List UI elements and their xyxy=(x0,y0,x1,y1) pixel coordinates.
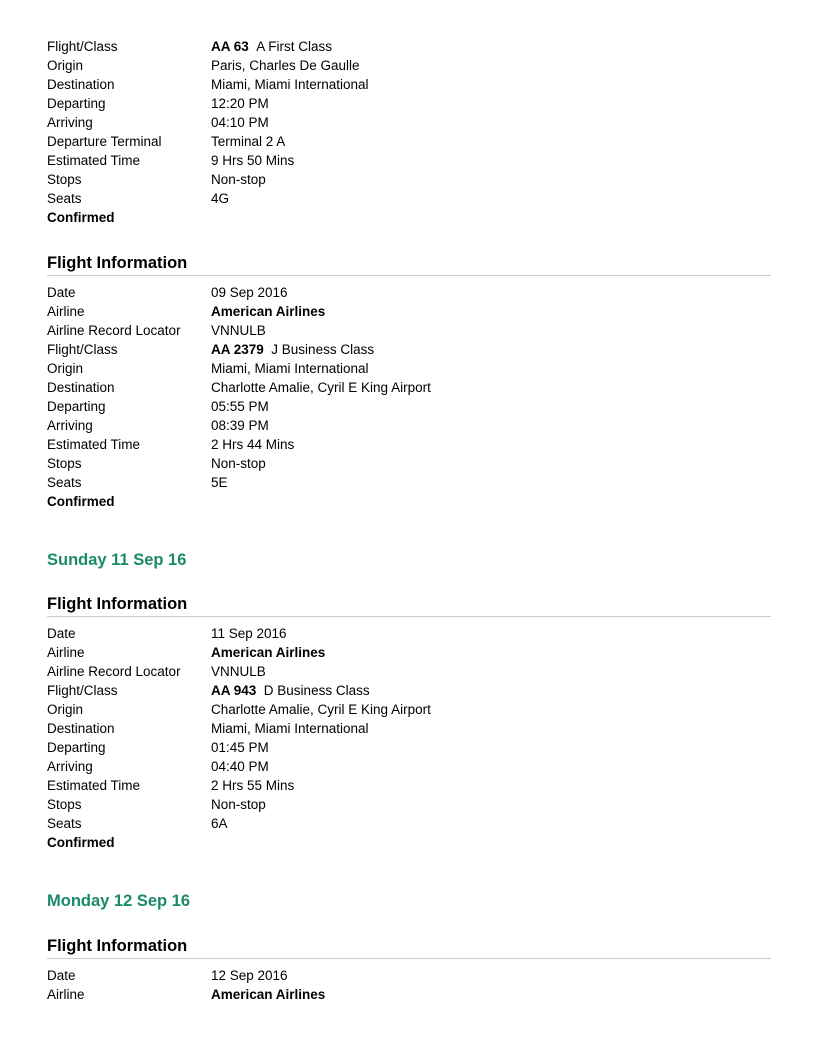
row-label: Flight/Class xyxy=(47,39,118,54)
row-value: Non-stop xyxy=(211,797,266,812)
day-heading: Monday 12 Sep 16 xyxy=(47,892,191,910)
flight-code: AA 63 xyxy=(211,39,249,54)
row-value xyxy=(211,340,771,359)
flight-segment-1 xyxy=(47,37,771,227)
record-locator-row xyxy=(47,321,771,340)
booking-status: Confirmed xyxy=(47,835,115,850)
row-label: Estimated Time xyxy=(47,437,141,452)
destination-row xyxy=(47,378,771,397)
flight-class-row xyxy=(47,37,771,56)
row-label: Departing xyxy=(47,399,106,414)
airline-row xyxy=(47,302,771,321)
row-value: 6A xyxy=(211,816,228,831)
record-locator-row xyxy=(47,662,771,681)
row-value: American Airlines xyxy=(211,987,326,1002)
departing-row xyxy=(47,94,771,113)
row-value: Non-stop xyxy=(211,456,266,471)
row-value: Charlotte Amalie, Cyril E King Airport xyxy=(211,380,431,395)
row-label: Airline Record Locator xyxy=(47,664,181,679)
row-label: Flight/Class xyxy=(47,342,118,357)
arriving-row xyxy=(47,757,771,776)
row-label: Airline Record Locator xyxy=(47,323,181,338)
flight-code: AA 2379 xyxy=(211,342,264,357)
row-value: 5E xyxy=(211,475,228,490)
origin-row xyxy=(47,359,771,378)
row-label: Departing xyxy=(47,740,106,755)
row-value: 04:10 PM xyxy=(211,115,269,130)
flight-code: AA 943 xyxy=(211,683,257,698)
row-value: 2 Hrs 44 Mins xyxy=(211,437,295,452)
row-label: Airline xyxy=(47,304,85,319)
row-value: Non-stop xyxy=(211,172,266,187)
row-value: Terminal 2 A xyxy=(211,134,286,149)
row-value: 08:39 PM xyxy=(211,418,269,433)
row-value: 11 Sep 2016 xyxy=(211,626,287,641)
seats-row xyxy=(47,814,771,833)
row-label: Date xyxy=(47,968,76,983)
row-label: Stops xyxy=(47,172,82,187)
seats-row xyxy=(47,189,771,208)
row-label: Destination xyxy=(47,721,115,736)
row-value: American Airlines xyxy=(211,304,326,319)
row-value: Miami, Miami International xyxy=(211,77,369,92)
section-title: Flight Information xyxy=(47,594,771,617)
section-title: Flight Information xyxy=(47,253,771,276)
row-label: Flight/Class xyxy=(47,683,118,698)
row-value: VNNULB xyxy=(211,323,266,338)
row-value: 4G xyxy=(211,191,230,206)
row-value: Paris, Charles De Gaulle xyxy=(211,58,360,73)
row-value: 04:40 PM xyxy=(211,759,269,774)
row-value xyxy=(211,37,771,56)
estimated-time-row xyxy=(47,151,771,170)
row-label: Stops xyxy=(47,456,82,471)
row-label: Origin xyxy=(47,361,84,376)
row-label: Date xyxy=(47,285,76,300)
date-row xyxy=(47,624,771,643)
flight-class: J Business Class xyxy=(271,342,375,357)
row-label: Destination xyxy=(47,380,115,395)
arriving-row xyxy=(47,416,771,435)
row-label: Seats xyxy=(47,191,82,206)
booking-status: Confirmed xyxy=(47,494,115,509)
origin-row xyxy=(47,56,771,75)
estimated-time-row xyxy=(47,435,771,454)
stops-row xyxy=(47,454,771,473)
row-value: American Airlines xyxy=(211,645,326,660)
row-label: Date xyxy=(47,626,76,641)
row-value: 12:20 PM xyxy=(211,96,269,111)
seats-row xyxy=(47,473,771,492)
row-label: Seats xyxy=(47,816,82,831)
row-value: 2 Hrs 55 Mins xyxy=(211,778,295,793)
row-value: 05:55 PM xyxy=(211,399,269,414)
row-label: Arriving xyxy=(47,759,93,774)
day-heading: Sunday 11 Sep 16 xyxy=(47,551,187,569)
departure-terminal-row xyxy=(47,132,771,151)
date-row xyxy=(47,283,771,302)
row-value: Charlotte Amalie, Cyril E King Airport xyxy=(211,702,431,717)
destination-row xyxy=(47,75,771,94)
flight-segment-4 xyxy=(47,936,771,1004)
flight-class-row xyxy=(47,340,771,359)
row-value: Miami, Miami International xyxy=(211,361,369,376)
departing-row xyxy=(47,738,771,757)
row-value: VNNULB xyxy=(211,664,266,679)
flight-class-row xyxy=(47,681,771,700)
flight-class: D Business Class xyxy=(263,683,370,698)
row-label: Estimated Time xyxy=(47,778,141,793)
section-title: Flight Information xyxy=(47,936,771,959)
row-value: 09 Sep 2016 xyxy=(211,285,288,300)
row-label: Airline xyxy=(47,645,85,660)
row-label: Arriving xyxy=(47,418,93,433)
row-value xyxy=(211,681,771,700)
departing-row xyxy=(47,397,771,416)
row-label: Destination xyxy=(47,77,115,92)
date-row xyxy=(47,966,771,985)
origin-row xyxy=(47,700,771,719)
row-label: Origin xyxy=(47,58,84,73)
airline-row xyxy=(47,643,771,662)
row-value: 9 Hrs 50 Mins xyxy=(211,153,295,168)
flight-segment-3 xyxy=(47,594,771,852)
row-value: Miami, Miami International xyxy=(211,721,369,736)
destination-row xyxy=(47,719,771,738)
stops-row xyxy=(47,795,771,814)
row-value: 01:45 PM xyxy=(211,740,269,755)
flight-segment-2 xyxy=(47,253,771,511)
arriving-row xyxy=(47,113,771,132)
row-label: Departure Terminal xyxy=(47,134,162,149)
row-label: Departing xyxy=(47,96,106,111)
row-label: Arriving xyxy=(47,115,93,130)
row-value: 12 Sep 2016 xyxy=(211,968,288,983)
airline-row xyxy=(47,985,771,1004)
row-label: Airline xyxy=(47,987,85,1002)
estimated-time-row xyxy=(47,776,771,795)
row-label: Origin xyxy=(47,702,84,717)
row-label: Estimated Time xyxy=(47,153,141,168)
row-label: Stops xyxy=(47,797,82,812)
stops-row xyxy=(47,170,771,189)
row-label: Seats xyxy=(47,475,82,490)
itinerary-page xyxy=(47,37,771,1004)
booking-status: Confirmed xyxy=(47,210,115,225)
flight-class: A First Class xyxy=(256,39,333,54)
